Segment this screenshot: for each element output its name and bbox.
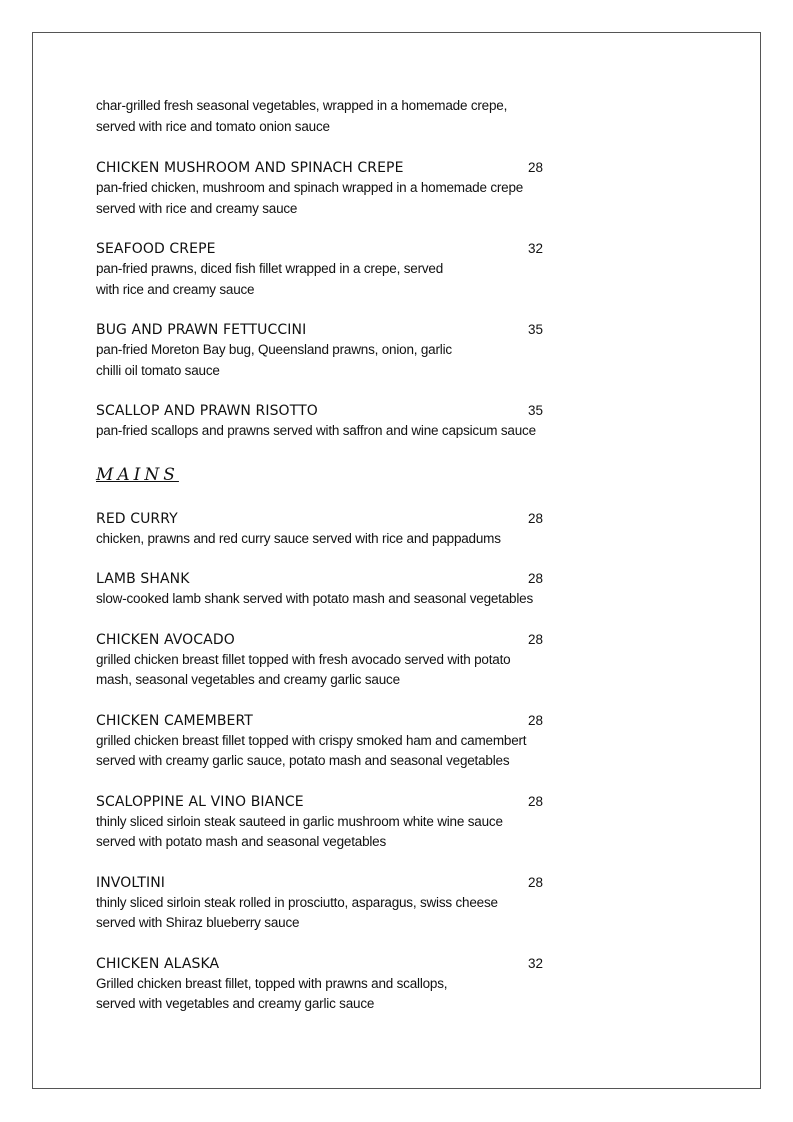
item-description: thinly sliced sirloin steak sauteed in garlic mushroom white wine sauce served with potato mash and seasonal vegetables [96, 813, 503, 849]
menu-item [96, 711, 656, 772]
item-name: SCALLOP AND PRAWN RISOTTO [96, 403, 318, 419]
menu-item [96, 239, 656, 300]
item-price: 28 [528, 874, 544, 890]
menu-item [96, 630, 656, 691]
item-name: BUG AND PRAWN FETTUCCINI [96, 322, 307, 338]
item-price: 32 [528, 241, 544, 256]
entrees-list [96, 158, 656, 442]
item-description: Grilled chicken breast fillet, topped with prawns and scallops, served with vegetables and creamy garlic sauce [96, 975, 448, 1011]
item-price: 28 [528, 631, 544, 647]
menu-item [96, 569, 656, 610]
item-price: 32 [528, 955, 544, 971]
item-name: RED CURRY [96, 510, 178, 527]
item-name: SCALOPPINE AL VINO BIANCE [96, 793, 304, 810]
item-description: pan-fried scallops and prawns served with saffron and wine capsicum sauce [96, 423, 536, 438]
item-description: pan-fried prawns, diced fish fillet wrapped in a crepe, served with rice and creamy sauce [96, 261, 444, 297]
item-price: 28 [528, 793, 544, 809]
item-description: thinly sliced sirloin steak rolled in prosciutto, asparagus, swiss cheese served with Shiraz blueberry sauce [96, 894, 498, 930]
menu-item [96, 954, 656, 1015]
item-description: pan-fried chicken, mushroom and spinach wrapped in a homemade crepe served with rice and creamy sauce [96, 180, 524, 216]
mains-heading: MAINS [96, 464, 179, 485]
item-price: 35 [528, 403, 544, 418]
item-name: CHICKEN AVOCADO [96, 631, 235, 648]
item-name: CHICKEN ALASKA [96, 955, 220, 972]
item-name: SEAFOOD CREPE [96, 241, 216, 257]
item-price: 28 [528, 571, 544, 586]
item-price: 28 [528, 712, 544, 728]
menu-item [96, 158, 656, 219]
menu-item [96, 401, 656, 442]
item-description: grilled chicken breast fillet topped with crispy smoked ham and camembert served with creamy garlic sauce, potato mash and seasonal vegetables [96, 732, 527, 768]
item-price: 28 [528, 510, 544, 526]
item-description: pan-fried Moreton Bay bug, Queensland prawns, onion, garlic chilli oil tomato sauce [96, 342, 452, 378]
menu-item [96, 509, 656, 550]
item-price: 28 [528, 160, 544, 175]
menu-page [96, 96, 656, 1035]
item-name: LAMB SHANK [96, 571, 190, 587]
intro-description: char-grilled fresh seasonal vegetables, wrapped in a homemade crepe, served with rice and tomato onion sauce [96, 98, 508, 134]
item-name: INVOLTINI [96, 874, 166, 891]
mains-list [96, 509, 656, 1015]
item-name: CHICKEN MUSHROOM AND SPINACH CREPE [96, 160, 404, 176]
intro-item [96, 96, 656, 137]
menu-item [96, 792, 656, 853]
item-description: slow-cooked lamb shank served with potato mash and seasonal vegetables [96, 591, 534, 606]
item-name: CHICKEN CAMEMBERT [96, 712, 253, 729]
item-price: 35 [528, 322, 544, 337]
menu-item [96, 873, 656, 934]
item-description: chicken, prawns and red curry sauce served with rice and pappadums [96, 530, 501, 546]
menu-item [96, 320, 656, 381]
item-description: grilled chicken breast fillet topped with fresh avocado served with potato mash, seasonal vegetables and creamy garlic sauce [96, 651, 511, 687]
